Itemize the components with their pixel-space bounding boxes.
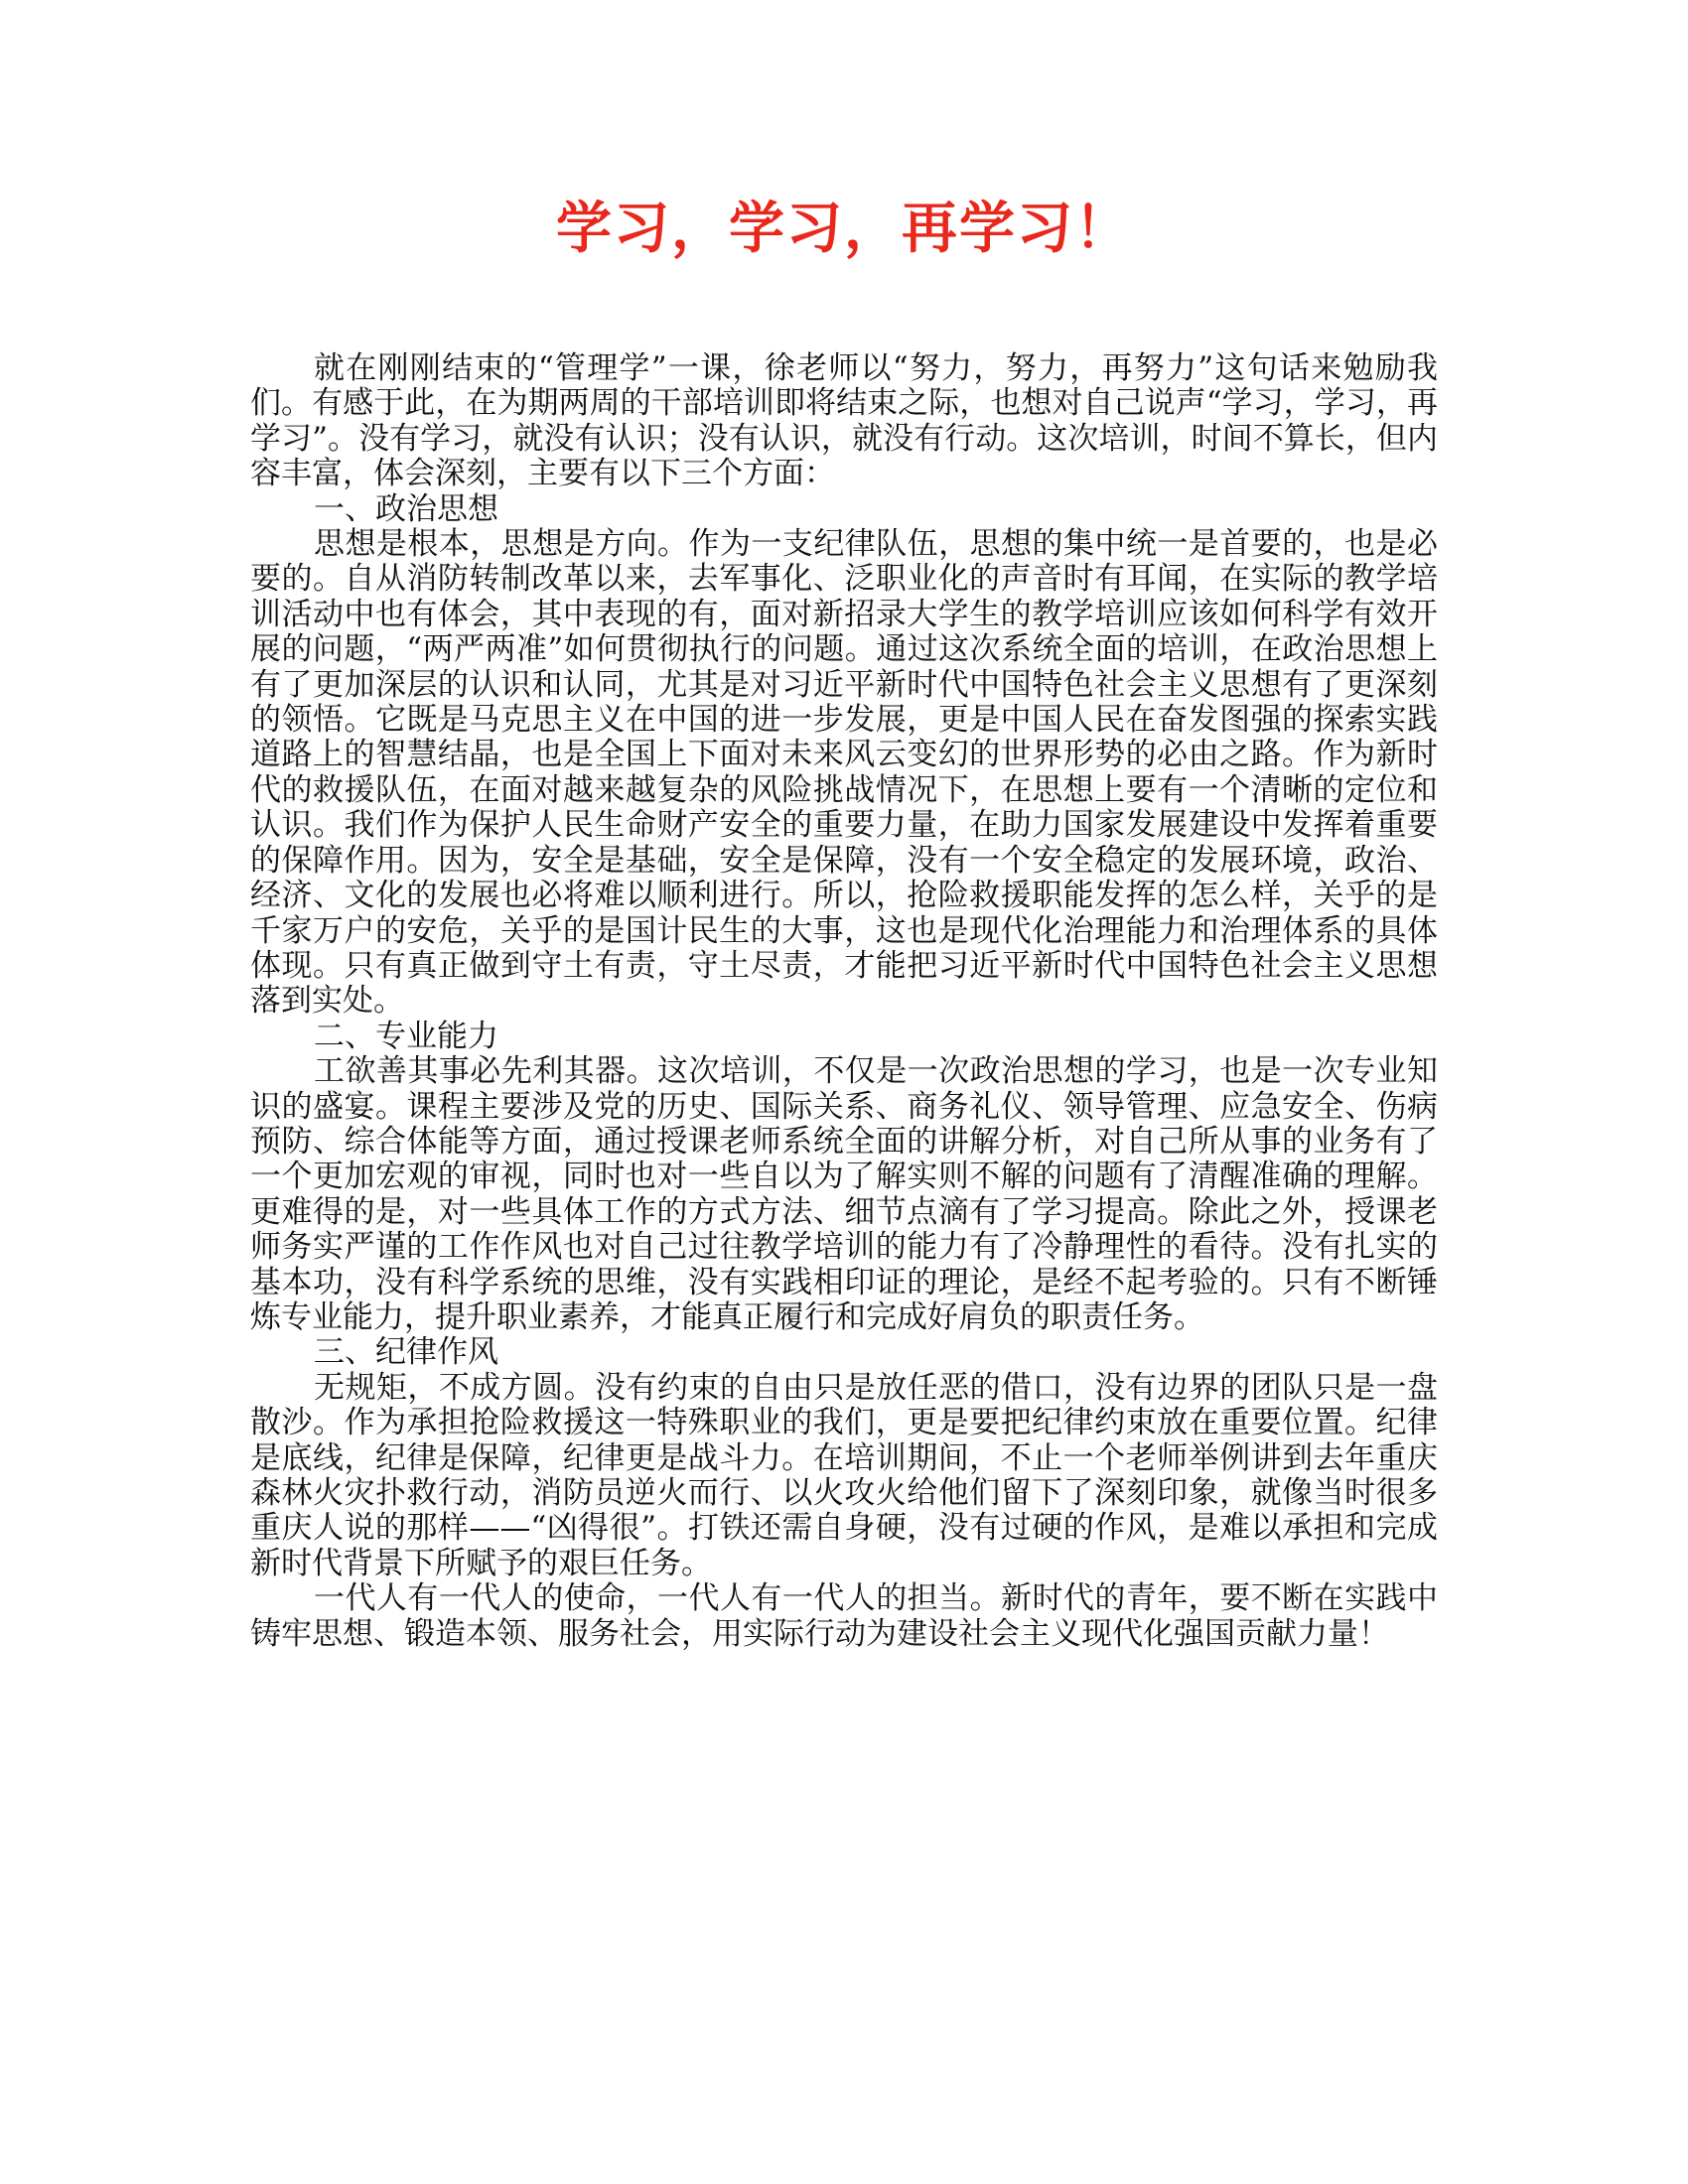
professional-ability-paragraph: 工欲善其事必先利其器。这次培训，不仅是一次政治思想的学习，也是一次专业知识的盛宴。课程主要涉及党的历史、国际关系、商务礼仪、领导管理、应急安全、伤病预防、综合体能等方面，通过授课老师系统全面的讲解分析，对自己所从事的业务有了一个更加宏观的审视，同时也对一些自以为了解实则不解的问题有了清醒准确的理解。更难得的是，对一些具体工作的方式方法、细节点滴有了学习提高。除此之外，授课老师务实严谨的工作作风也对自己过往教学培训的能力有了冷静理性的看待。没有扎实的基本功，没有科学系统的思维，没有实践相印证的理论，是经不起考验的。只有不断锤炼专业能力，提升职业素养，才能真正履行和完成好肩负的职责任务。 <box>250 1053 1438 1335</box>
document-title: 学习，学习，再学习！ <box>556 197 1132 261</box>
section-heading-political-thought: 一、政治思想 <box>314 490 498 527</box>
document-body <box>250 351 1438 1652</box>
discipline-style-paragraph: 无规矩，不成方圆。没有约束的自由只是放任恶的借口，没有边界的团队只是一盘散沙。作为承担抢险救援这一特殊职业的我们，更是要把纪律约束放在重要位置。纪律是底线，纪律是保障，纪律更是战斗力。在培训期间，不止一个老师举例讲到去年重庆森林火灾扑救行动，消防员逆火而行、以火攻火给他们留下了深刻印象，就像当时很多重庆人说的那样——“凶得很”。打铁还需自身硬，没有过硬的作风，是难以承担和完成新时代背景下所赋予的艰巨任务。 <box>250 1369 1438 1581</box>
section-heading-professional-ability: 二、专业能力 <box>314 1018 498 1054</box>
intro-paragraph: 就在刚刚结束的“管理学”一课，徐老师以“努力，努力，再努力”这句话来勉励我们。有感于此，在为期两周的干部培训即将结束之际，也想对自己说声“学习，学习，再学习”。没有学习，就没有认识；没有认识，就没有行动。这次培训，时间不算长，但内容丰富，体会深刻，主要有以下三个方面： <box>250 350 1438 492</box>
political-thought-paragraph: 思想是根本，思想是方向。作为一支纪律队伍，思想的集中统一是首要的，也是必要的。自从消防转制改革以来，去军事化、泛职业化的声音时有耳闻，在实际的教学培训活动中也有体会，其中表现的有，面对新招录大学生的教学培训应该如何科学有效开展的问题，“两严两准”如何贯彻执行的问题。通过这次系统全面的培训，在政治思想上有了更加深层的认识和认同，尤其是对习近平新时代中国特色社会主义思想有了更深刻的领悟。它既是马克思主义在中国的进一步发展，更是中国人民在奋发图强的探索实践道路上的智慧结晶，也是全国上下面对未来风云变幻的世界形势的必由之路。作为新时代的救援队伍，在面对越来越复杂的风险挑战情况下，在思想上要有一个清晰的定位和认识。我们作为保护人民生命财产安全的重要力量，在助力国家发展建设中发挥着重要的保障作用。因为，安全是基础，安全是保障，没有一个安全稳定的发展环境，政治、经济、文化的发展也必将难以顺利进行。所以，抢险救援职能发挥的怎么样，关乎的是千家万户的安危，关乎的是国计民生的大事，这也是现代化治理能力和治理体系的具体体现。只有真正做到守土有责，守土尽责，才能把习近平新时代中国特色社会主义思想落到实处。 <box>250 526 1438 1020</box>
section-heading-discipline-style: 三、纪律作风 <box>314 1334 498 1371</box>
closing-paragraph: 一代人有一代人的使命，一代人有一代人的担当。新时代的青年，要不断在实践中铸牢思想、锻造本领、服务社会，用实际行动为建设社会主义现代化强国贡献力量！ <box>250 1580 1438 1652</box>
